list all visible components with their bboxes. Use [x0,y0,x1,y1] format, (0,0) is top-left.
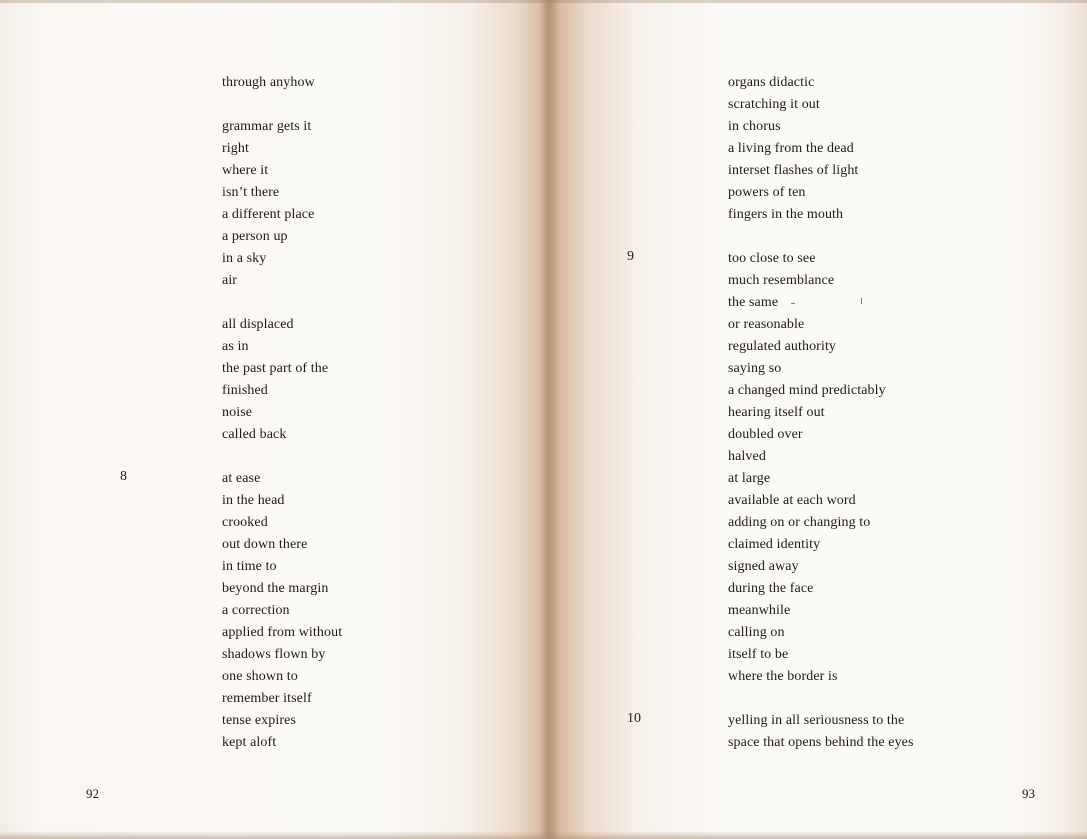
poem-line: too close to see [728,251,816,266]
page-edge-top [0,0,1087,3]
poem-line: yelling in all seriousness to the [728,713,905,728]
page-number-right: 93 [1022,786,1035,801]
poem-line: isn’t there [222,185,280,200]
poem-line: interset flashes of light [728,163,859,178]
poem-line: beyond the margin [222,581,329,596]
poem-line: regulated authority [728,339,837,354]
poem-line: noise [222,405,253,420]
poem-line: the same [728,295,779,310]
paper-speck [791,303,795,304]
poem-line: as in [222,339,249,354]
poem-line: applied from without [222,625,343,640]
book-gutter [538,0,560,839]
poem-line: tense expires [222,713,296,728]
poem-line: saying so [728,361,782,376]
poem-line: grammar gets it [222,119,312,134]
poem-line: air [222,273,238,288]
poem-line: remember itself [222,691,312,706]
poem-line: a different place [222,207,315,222]
poem-line: available at each word [728,493,856,508]
poem-line: all displaced [222,317,294,332]
page-edge-bottom [0,831,1087,839]
poem-line: organs didactic [728,75,815,90]
poem-line: a correction [222,603,290,618]
poem-line: out down there [222,537,308,552]
poem-line: a person up [222,229,288,244]
poem-line: itself to be [728,647,789,662]
page-number-left: 92 [86,786,99,801]
poem-line: through anyhow [222,75,315,90]
poem-line: or reasonable [728,317,805,332]
poem-line: halved [728,449,766,464]
poem-line: calling on [728,625,785,640]
poem-line: in chorus [728,119,781,134]
poem-line: in a sky [222,251,267,266]
poem-line: doubled over [728,427,803,442]
section-number-9: 9 [627,249,634,264]
poem-line: a living from the dead [728,141,854,156]
poem-line: claimed identity [728,537,821,552]
poem-line: a changed mind predictably [728,383,886,398]
poem-line: meanwhile [728,603,791,618]
poem-line: one shown to [222,669,298,684]
poem-line: hearing itself out [728,405,825,420]
poem-line: scratching it out [728,97,820,112]
poem-line: adding on or changing to [728,515,871,530]
section-number-10: 10 [627,711,641,726]
poem-line: in the head [222,493,285,508]
paper-speck [861,298,862,304]
poem-line: right [222,141,249,156]
poem-line: called back [222,427,287,442]
poem-line: during the face [728,581,814,596]
poem-line: where it [222,163,269,178]
right-page [548,0,1087,839]
poem-line: crooked [222,515,268,530]
section-number-8: 8 [120,469,127,484]
poem-line: at ease [222,471,261,486]
poem-line: the past part of the [222,361,329,376]
poem-line: kept aloft [222,735,277,750]
poem-line: shadows flown by [222,647,326,662]
poem-line: at large [728,471,771,486]
poem-line: space that opens behind the eyes [728,735,914,750]
poem-line: where the border is [728,669,838,684]
poem-line: finished [222,383,268,398]
poem-line: powers of ten [728,185,806,200]
poem-line: much resemblance [728,273,835,288]
poem-line: fingers in the mouth [728,207,844,222]
poem-line: signed away [728,559,799,574]
poem-line: in time to [222,559,277,574]
